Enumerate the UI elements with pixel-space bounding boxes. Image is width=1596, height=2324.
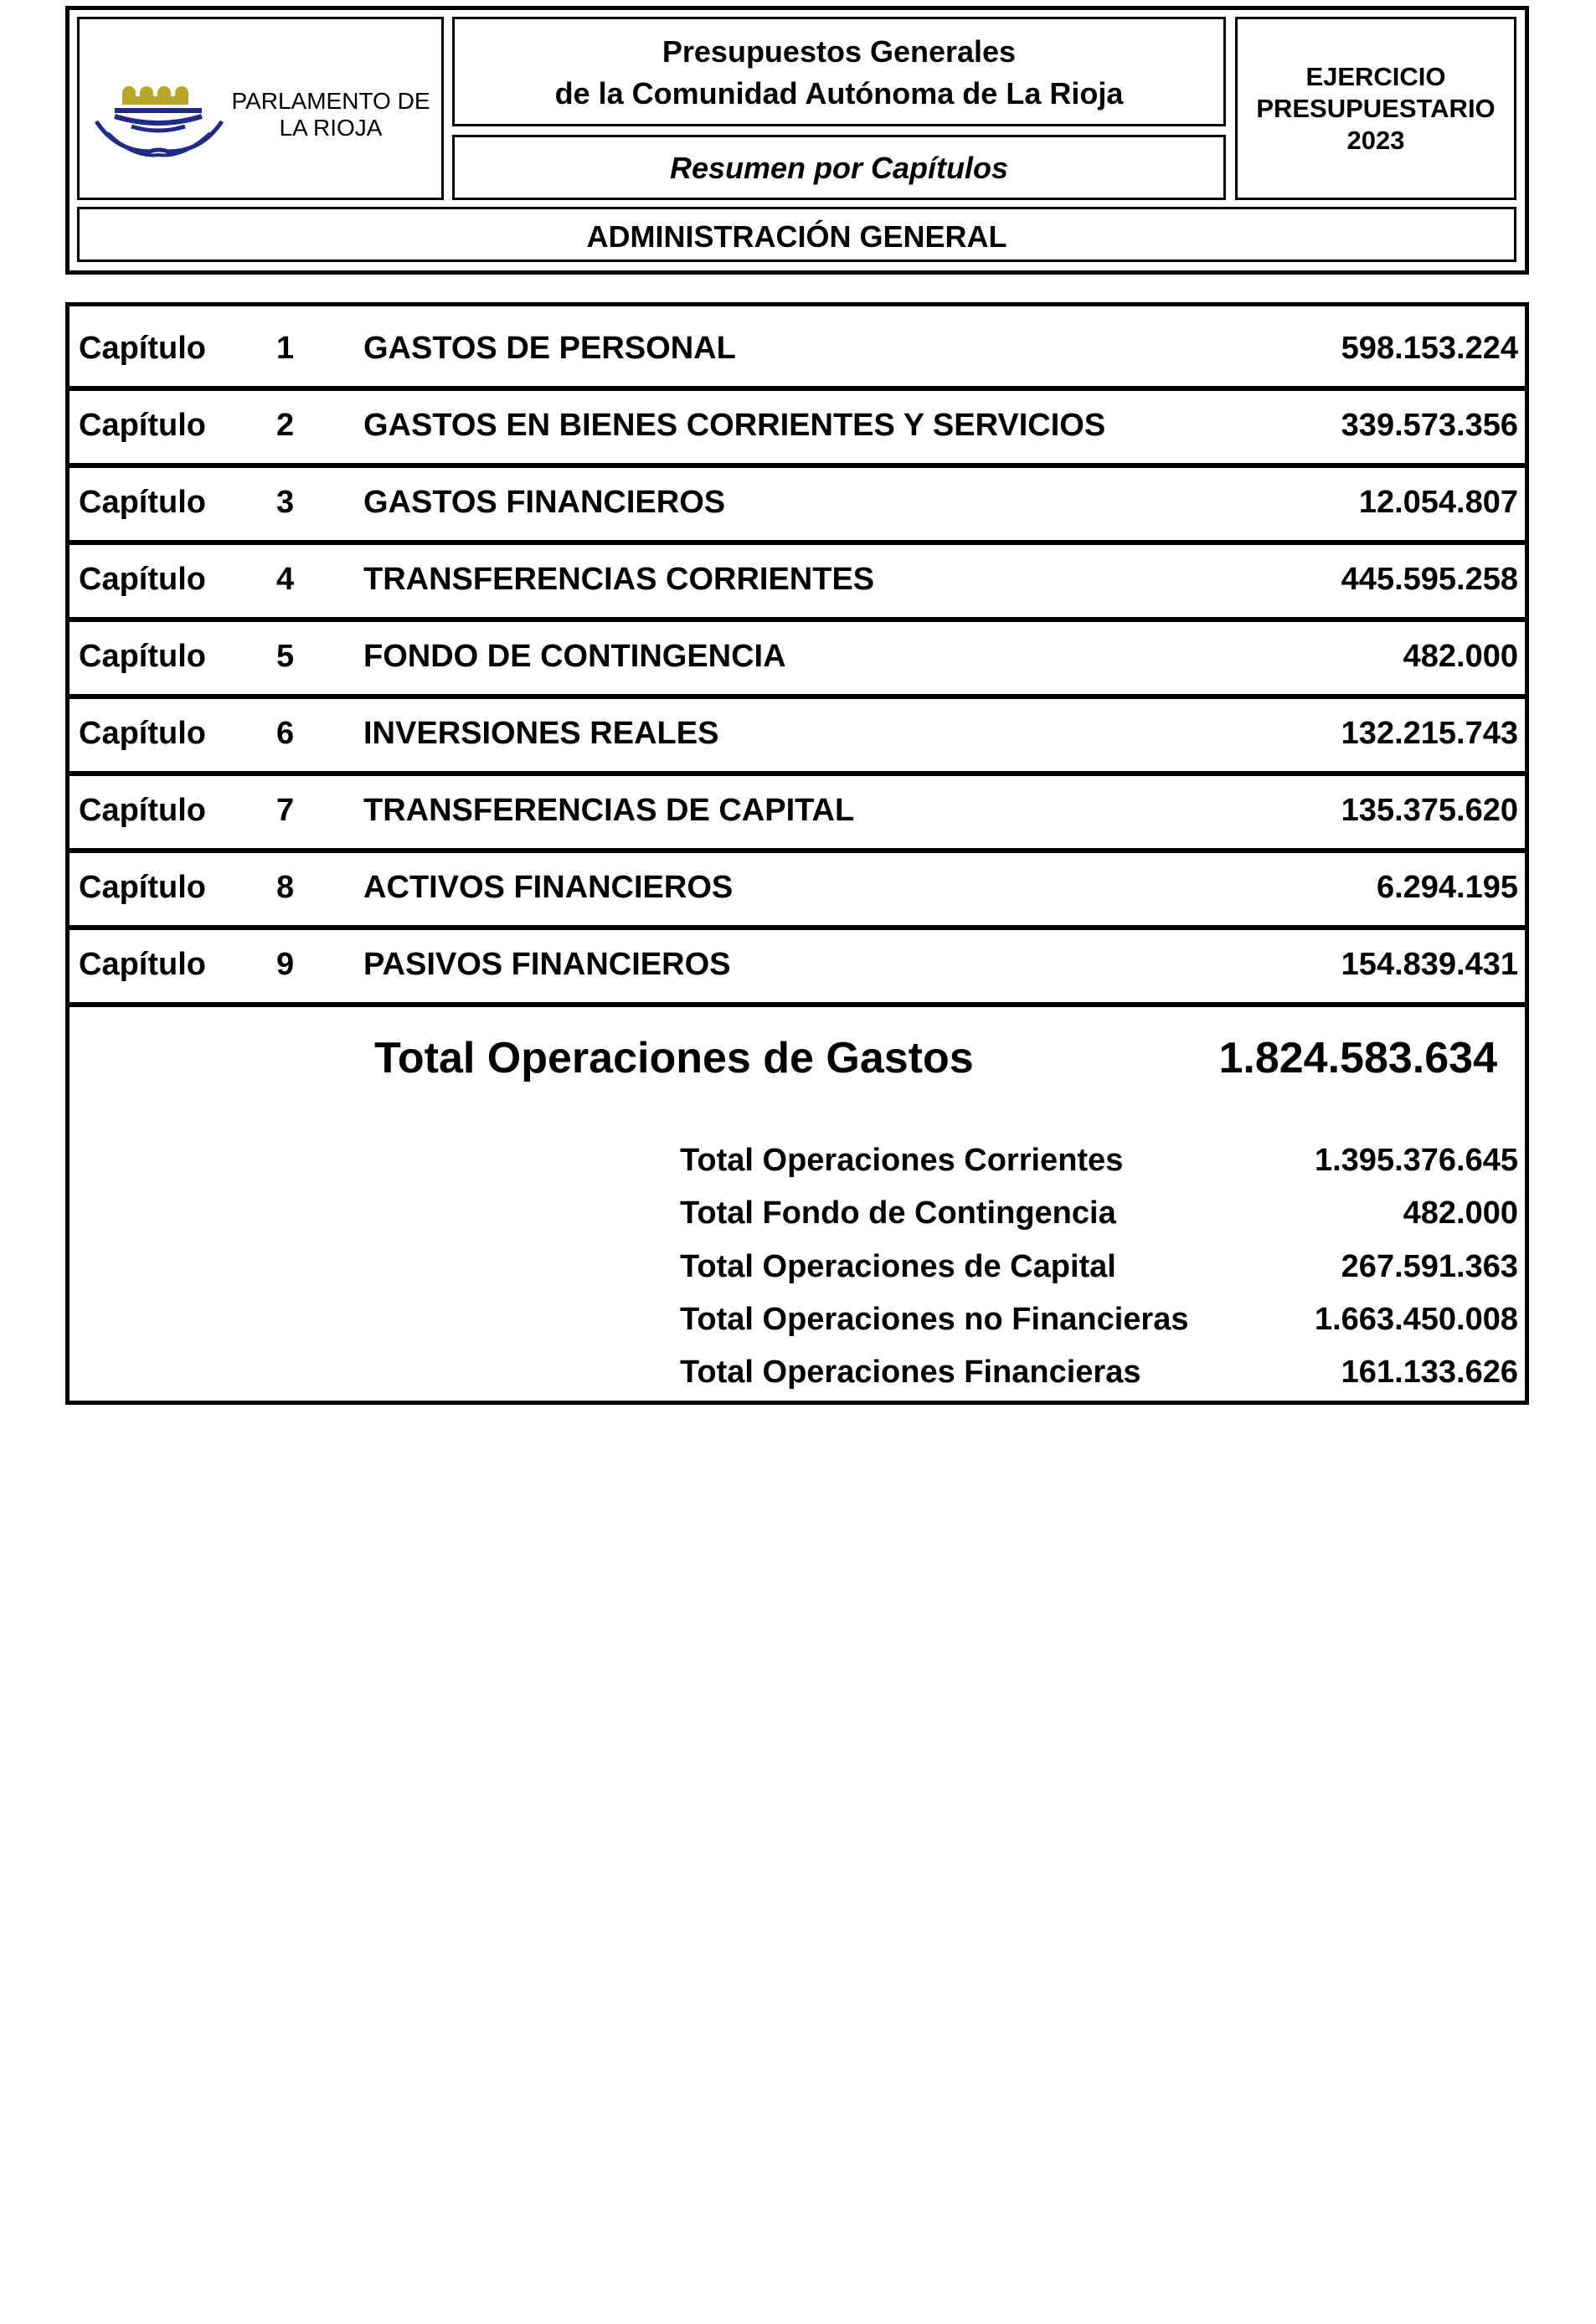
chapter-label: Capítulo [79,408,206,443]
chapter-amount: 135.375.620 [1341,793,1518,828]
chapter-amount: 598.153.224 [1341,331,1518,366]
chapter-number: 2 [276,408,295,443]
section-title: ADMINISTRACIÓN GENERAL [586,219,1007,254]
chapter-number: 1 [276,331,295,366]
ejercicio-label-line2: PRESUPUESTARIO [1256,94,1496,123]
chapter-label: Capítulo [79,947,206,982]
summary-label: Total Fondo de Contingencia [680,1195,1116,1231]
chapter-description: INVERSIONES REALES [363,716,719,751]
chapter-description: GASTOS DE PERSONAL [363,331,736,366]
parliament-logo-icon [91,75,227,165]
summary-amount: 267.591.363 [1341,1249,1518,1284]
chapter-label: Capítulo [79,562,206,597]
chapter-number: 7 [276,793,295,828]
chapter-description: PASIVOS FINANCIEROS [363,947,731,982]
summary-label: Total Operaciones Financieras [680,1355,1141,1390]
chapter-description: GASTOS EN BIENES CORRIENTES Y SERVICIOS [363,408,1106,443]
chapter-amount: 12.054.807 [1358,485,1518,520]
chapter-number: 3 [276,485,295,520]
chapter-description: TRANSFERENCIAS DE CAPITAL [363,793,855,828]
row-divider [65,925,1529,930]
chapter-number: 9 [276,947,295,982]
document-title-line2: de la Comunidad Autónoma de La Rioja [554,76,1124,111]
chapter-number: 5 [276,639,295,674]
summary-amount: 1.663.450.008 [1314,1302,1518,1337]
chapter-label: Capítulo [79,870,206,905]
row-divider [65,463,1529,468]
chapter-label: Capítulo [79,793,206,828]
org-name-line2: LA RIOJA [279,115,383,141]
subtitle-box [452,135,1226,200]
chapter-label: Capítulo [79,716,206,751]
row-divider [65,386,1529,391]
summary-amount: 1.395.376.645 [1314,1143,1518,1178]
chapter-label: Capítulo [79,485,206,520]
chapter-description: TRANSFERENCIAS CORRIENTES [363,562,875,597]
chapter-amount: 445.595.258 [1341,562,1518,597]
org-name-line1: PARLAMENTO DE [231,88,430,114]
chapter-amount: 482.000 [1403,639,1518,674]
row-divider [65,540,1529,545]
grand-total-label: Total Operaciones de Gastos [374,1034,974,1082]
summary-label: Total Operaciones de Capital [680,1249,1116,1284]
row-divider [65,1002,1529,1007]
chapter-amount: 132.215.743 [1341,716,1518,751]
summary-label: Total Operaciones Corrientes [680,1143,1124,1178]
section-box [77,207,1516,262]
chapter-number: 6 [276,716,295,751]
document-subtitle: Resumen por Capítulos [669,151,1009,185]
chapter-amount: 154.839.431 [1341,947,1518,982]
row-divider [65,848,1529,853]
ejercicio-box [1235,17,1516,200]
logo-box [77,17,444,200]
chapter-amount: 6.294.195 [1376,870,1518,905]
row-divider [65,771,1529,776]
summary-label: Total Operaciones no Financieras [680,1302,1189,1337]
row-divider [65,694,1529,699]
ejercicio-label-line1: EJERCICIO [1305,62,1446,91]
document-title-line1: Presupuestos Generales [662,34,1017,69]
title-box [452,17,1226,126]
row-divider [65,617,1529,622]
chapter-label: Capítulo [79,639,206,674]
grand-total-amount: 1.824.583.634 [1218,1034,1497,1082]
chapter-number: 4 [276,562,295,597]
chapter-description: FONDO DE CONTINGENCIA [363,639,786,674]
summary-amount: 482.000 [1403,1195,1518,1231]
ejercicio-year: 2023 [1346,126,1405,155]
chapter-description: ACTIVOS FINANCIEROS [363,870,734,905]
chapter-amount: 339.573.356 [1341,408,1518,443]
chapter-label: Capítulo [79,331,206,366]
summary-amount: 161.133.626 [1341,1355,1518,1390]
chapter-number: 8 [276,870,295,905]
chapter-description: GASTOS FINANCIEROS [363,485,726,520]
